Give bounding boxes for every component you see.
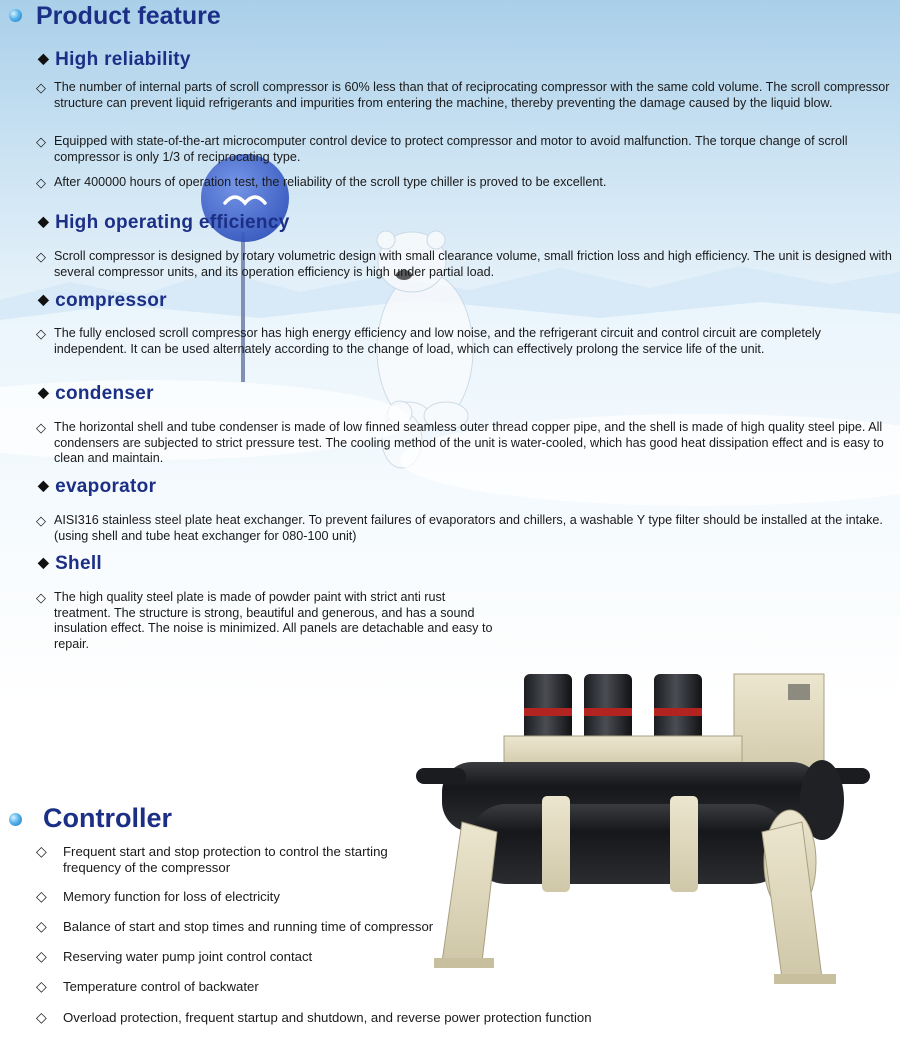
controller-item: ◇ Frequent start and stop protection to control the starting frequency of the compressor xyxy=(36,843,388,875)
open-diamond-icon: ◇ xyxy=(36,80,46,95)
open-diamond-icon: ◇ xyxy=(36,843,47,859)
controller-item: ◇ Overload protection, frequent startup and shutdown, and reverse power protection function xyxy=(36,1009,592,1025)
open-diamond-icon: ◇ xyxy=(36,513,46,528)
paragraph: ◇ The high quality steel plate is made of powder paint with strict anti rust treatment. The structure is strong, beautiful and generous, and has a sound insulation effect. The noise is minimized. All panels are detachable and easy to repair. xyxy=(36,590,493,651)
open-diamond-icon: ◇ xyxy=(36,175,46,190)
paragraph: ◇ The number of internal parts of scroll compressor is 60% less than that of reciprocating compressor with the same cold volume. The scroll compressor structure can prevent liquid refrigerants and impurities from entering the machine, thereby preventing the damage caused by the liquid blow. xyxy=(36,80,890,110)
paragraph: ◇ The fully enclosed scroll compressor has high energy efficiency and low noise, and the refrigerant circuit and control circuit are completely independent. It can be used alternately according to the change of load, which can effectively prolong the service life of the unit. xyxy=(36,326,821,356)
open-diamond-icon: ◇ xyxy=(36,249,46,264)
paragraph: ◇ After 400000 hours of operation test, the reliability of the scroll type chiller is proved to be excellent. xyxy=(36,175,607,190)
filled-diamond-icon: ◆ xyxy=(38,291,50,307)
controller-title: Controller xyxy=(43,803,173,833)
paragraph: ◇ Equipped with state-of-the-art microcomputer control device to protect compressor and motor to avoid malfunction. The torque change of scroll compressor is only 1/3 of reciprocating type. xyxy=(36,134,848,164)
controller-item: ◇ Reserving water pump joint control contact xyxy=(36,948,313,964)
heading-evaporator: ◆ evaporator xyxy=(38,476,157,497)
heading-condenser: ◆ condenser xyxy=(38,383,154,404)
filled-diamond-icon: ◆ xyxy=(38,477,50,493)
open-diamond-icon: ◇ xyxy=(36,978,47,994)
heading-compressor: ◆ compressor xyxy=(38,290,167,311)
heading-high-reliability: ◆ High reliability xyxy=(38,49,191,70)
open-diamond-icon: ◇ xyxy=(36,420,46,435)
filled-diamond-icon: ◆ xyxy=(38,554,50,570)
open-diamond-icon: ◇ xyxy=(36,888,47,904)
paragraph: ◇ Scroll compressor is designed by rotary volumetric design with small clearance volume, small friction loss and high efficiency. The unit is designed with several compressor units, and its operation efficiency is high under partial load. xyxy=(36,249,892,279)
filled-diamond-icon: ◆ xyxy=(38,213,50,229)
open-diamond-icon: ◇ xyxy=(36,1009,47,1025)
section-bullet-icon xyxy=(9,813,22,826)
paragraph: ◇ The horizontal shell and tube condenser is made of low finned seamless outer thread copper pipe, and the shell is made of high quality steel pipe. All condensers are subjected to strict pressure test. The cooling method of the unit is water-cooled, which has good heat dissipation effect and is easy to clean and maintain. xyxy=(36,420,884,465)
open-diamond-icon: ◇ xyxy=(36,948,47,964)
open-diamond-icon: ◇ xyxy=(36,590,46,605)
product-feature-title: Product feature xyxy=(36,2,221,30)
heading-high-operating-efficiency: ◆ High operating efficiency xyxy=(38,212,290,233)
controller-item: ◇ Memory function for loss of electricity xyxy=(36,888,280,904)
paragraph: ◇ AISI316 stainless steel plate heat exchanger. To prevent failures of evaporators and chillers, a washable Y type filter should be installed at the intake. (using shell and tube heat exchanger for 080-100 unit) xyxy=(36,513,883,543)
section-bullet-icon xyxy=(9,9,22,22)
open-diamond-icon: ◇ xyxy=(36,326,46,341)
controller-item: ◇ Balance of start and stop times and running time of compressor xyxy=(36,918,434,934)
open-diamond-icon: ◇ xyxy=(36,134,46,149)
filled-diamond-icon: ◆ xyxy=(38,384,50,400)
heading-shell: ◆ Shell xyxy=(38,553,102,574)
filled-diamond-icon: ◆ xyxy=(38,50,50,66)
open-diamond-icon: ◇ xyxy=(36,918,47,934)
controller-item: ◇ Temperature control of backwater xyxy=(36,978,259,994)
